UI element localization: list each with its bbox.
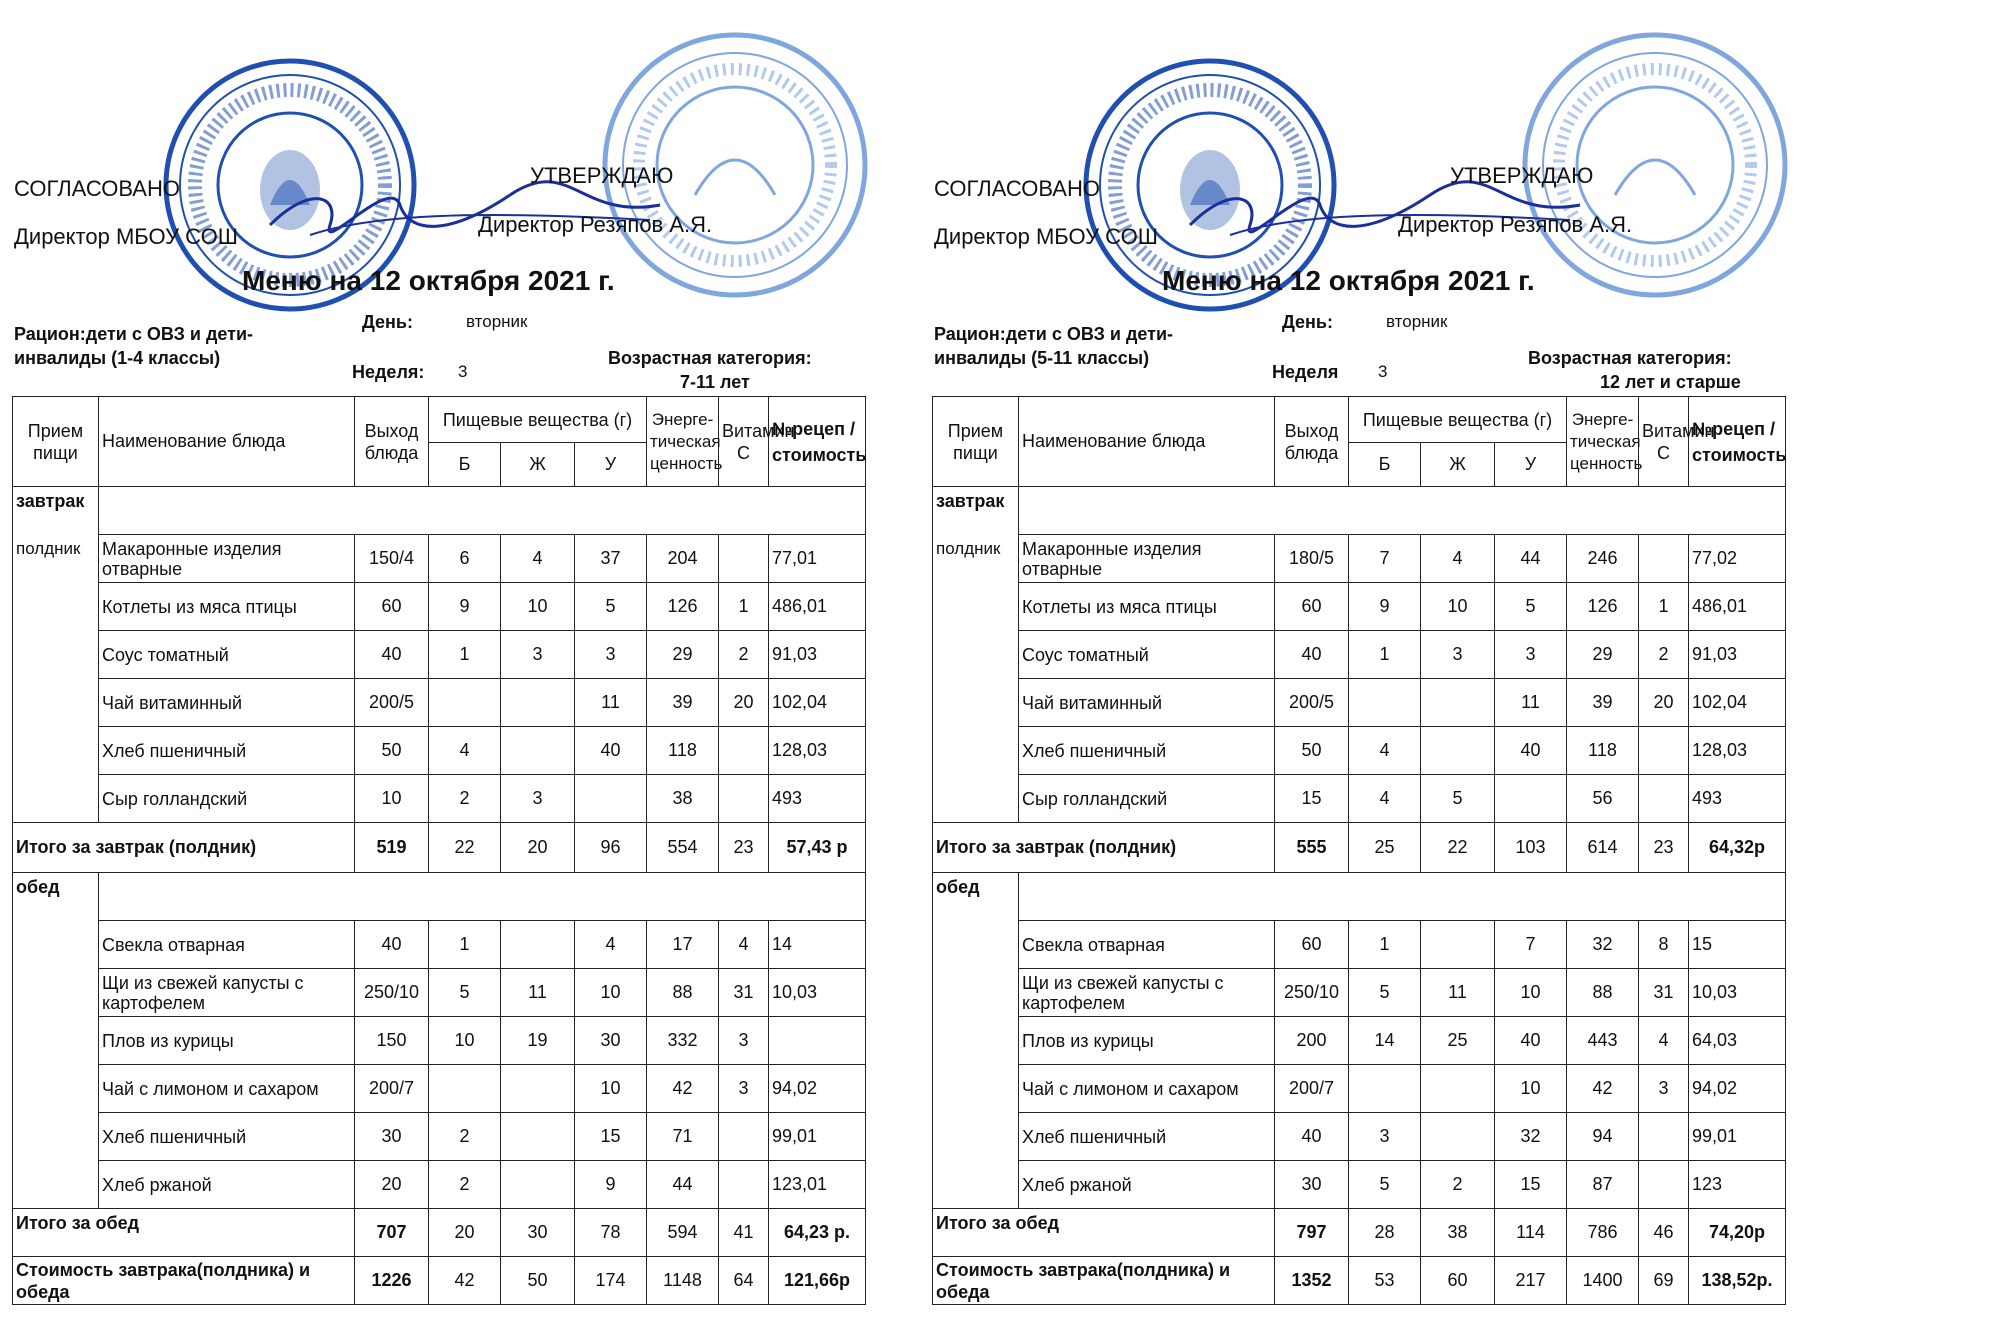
dish-name: Хлеб ржаной (99, 1161, 355, 1209)
col-header-output: Выход блюда (355, 397, 429, 487)
dish-recipe-cost: 128,03 (1689, 727, 1786, 775)
dish-row (13, 1065, 866, 1113)
col-header-energy: Энерге-тическая ценность (1567, 397, 1639, 487)
col-header-output: Выход блюда (1275, 397, 1349, 487)
dish-vitamin-c: 2 (719, 631, 769, 679)
dish-energy: 39 (1567, 679, 1639, 727)
dish-carbs (575, 775, 647, 823)
breakfast-cost: 57,43 р (769, 823, 866, 873)
dish-fat: 3 (501, 775, 575, 823)
lunch-label: обед (933, 873, 1019, 921)
dish-row (933, 1065, 1786, 1113)
lunch-total-row: Итого за обед 797 28 38 114 786 46 74,20р (933, 1209, 1786, 1257)
lunch-total-row: Итого за обед 707 20 30 78 594 41 64,23 р. (13, 1209, 866, 1257)
dish-output: 30 (1275, 1161, 1349, 1209)
dish-energy: 118 (1567, 727, 1639, 775)
dish-vitamin-c (719, 1113, 769, 1161)
dish-output: 250/10 (355, 969, 429, 1017)
dish-carbs: 40 (575, 727, 647, 775)
col-header-energy: Энерге-тическая ценность (647, 397, 719, 487)
dish-protein: 1 (429, 631, 501, 679)
dish-recipe-cost: 91,03 (1689, 631, 1786, 679)
dish-protein: 7 (1349, 535, 1421, 583)
dish-vitamin-c: 31 (1639, 969, 1689, 1017)
lunch-label: обед (13, 873, 99, 921)
dish-protein (429, 1065, 501, 1113)
ration-label: Рацион:дети с ОВЗ и дети-инвалиды (5-11 классы) (934, 324, 1174, 368)
dish-output: 200/5 (1275, 679, 1349, 727)
col-header-dish: Наименование блюда (99, 397, 355, 487)
dish-name: Хлеб пшеничный (99, 727, 355, 775)
grand-total-label: Стоимость завтрака(полдника) и обеда (13, 1257, 355, 1305)
dish-fat: 4 (1421, 535, 1495, 583)
dish-output: 150 (355, 1017, 429, 1065)
dish-vitamin-c: 4 (719, 921, 769, 969)
lunch-cost: 74,20р (1689, 1209, 1786, 1257)
dish-energy: 29 (1567, 631, 1639, 679)
dish-carbs: 10 (1495, 1065, 1567, 1113)
approve-label: УТВЕРЖДАЮ (530, 163, 674, 188)
ration-label: Рацион:дети с ОВЗ и дети-инвалиды (1-4 классы) (14, 324, 254, 368)
dish-name: Сыр голландский (1019, 775, 1275, 823)
day-value: вторник (1386, 312, 1448, 331)
day-label: День: (1282, 312, 1333, 332)
dish-recipe-cost: 99,01 (1689, 1113, 1786, 1161)
dish-protein: 3 (1349, 1113, 1421, 1161)
dish-output: 40 (1275, 1113, 1349, 1161)
breakfast-label: завтрак (933, 487, 1019, 535)
dish-name: Макаронные изделия отварные (99, 535, 355, 583)
dish-energy: 56 (1567, 775, 1639, 823)
dish-carbs: 32 (1495, 1113, 1567, 1161)
dish-energy: 126 (1567, 583, 1639, 631)
dish-recipe-cost: 486,01 (769, 583, 866, 631)
dish-carbs: 15 (575, 1113, 647, 1161)
col-header-b: Б (429, 443, 501, 487)
dish-row (13, 583, 866, 631)
dish-row (933, 1161, 1786, 1209)
dish-row (13, 921, 866, 969)
dish-row (933, 1017, 1786, 1065)
dish-energy: 29 (647, 631, 719, 679)
dish-protein: 5 (1349, 1161, 1421, 1209)
dish-name: Макаронные изделия отварные (1019, 535, 1275, 583)
dish-protein: 2 (429, 775, 501, 823)
col-header-vitamin: Витамин С (719, 397, 769, 487)
dish-fat: 11 (501, 969, 575, 1017)
dish-recipe-cost: 493 (769, 775, 866, 823)
col-header-recipe: №рецеп /стоимость (1689, 397, 1786, 487)
dish-protein: 5 (1349, 969, 1421, 1017)
dish-protein: 5 (429, 969, 501, 1017)
approve-label: УТВЕРЖДАЮ (1450, 163, 1594, 188)
dish-fat: 25 (1421, 1017, 1495, 1065)
col-header-u: У (575, 443, 647, 487)
dish-name: Чай витаминный (1019, 679, 1275, 727)
dish-name: Соус томатный (1019, 631, 1275, 679)
dish-recipe-cost: 123,01 (769, 1161, 866, 1209)
dish-output: 60 (1275, 921, 1349, 969)
dish-fat (501, 921, 575, 969)
dish-output: 180/5 (1275, 535, 1349, 583)
dish-output: 250/10 (1275, 969, 1349, 1017)
week-value: 3 (1378, 362, 1388, 381)
dish-name: Хлеб ржаной (1019, 1161, 1275, 1209)
dish-vitamin-c: 2 (1639, 631, 1689, 679)
dish-carbs: 4 (575, 921, 647, 969)
dish-energy: 94 (1567, 1113, 1639, 1161)
age-value: 7-11 лет (680, 372, 750, 392)
agreed-label: СОГЛАСОВАНО (14, 176, 180, 201)
lunch-section-row (933, 873, 1786, 921)
dish-carbs: 40 (1495, 727, 1567, 775)
snack-label: полдник (13, 535, 99, 583)
dish-energy: 42 (1567, 1065, 1639, 1113)
dish-fat: 3 (1421, 631, 1495, 679)
dish-energy: 32 (1567, 921, 1639, 969)
dish-vitamin-c: 4 (1639, 1017, 1689, 1065)
dish-carbs: 7 (1495, 921, 1567, 969)
dish-carbs: 37 (575, 535, 647, 583)
dish-energy: 126 (647, 583, 719, 631)
dish-fat: 5 (1421, 775, 1495, 823)
dish-protein: 4 (1349, 727, 1421, 775)
age-value: 12 лет и старше (1600, 372, 1741, 392)
dish-recipe-cost: 15 (1689, 921, 1786, 969)
col-header-vitamin: Витамин С (1639, 397, 1689, 487)
dish-fat (501, 679, 575, 727)
dish-recipe-cost: 10,03 (1689, 969, 1786, 1017)
breakfast-label: завтрак (13, 487, 99, 535)
dish-fat: 2 (1421, 1161, 1495, 1209)
agreed-signer: Директор МБОУ СОШ (934, 224, 1158, 249)
dish-output: 40 (355, 921, 429, 969)
dish-recipe-cost: 123 (1689, 1161, 1786, 1209)
menu-table (12, 396, 866, 1305)
dish-name: Хлеб пшеничный (1019, 727, 1275, 775)
dish-protein: 10 (429, 1017, 501, 1065)
dish-row (933, 969, 1786, 1017)
dish-recipe-cost: 486,01 (1689, 583, 1786, 631)
dish-energy: 44 (647, 1161, 719, 1209)
dish-vitamin-c: 3 (1639, 1065, 1689, 1113)
menu-title: Меню на 12 октября 2021 г. (242, 265, 615, 296)
dish-output: 200/5 (355, 679, 429, 727)
dish-carbs: 10 (575, 969, 647, 1017)
dish-name: Плов из курицы (1019, 1017, 1275, 1065)
grand-total-row: Стоимость завтрака(полдника) и обеда 1226 42 50 174 1148 64 121,66р (13, 1257, 866, 1305)
agreed-signer: Директор МБОУ СОШ (14, 224, 238, 249)
dish-carbs: 3 (575, 631, 647, 679)
dish-energy: 88 (1567, 969, 1639, 1017)
week-label: Неделя: (352, 362, 425, 382)
dish-recipe-cost (769, 1017, 866, 1065)
grand-total-label: Стоимость завтрака(полдника) и обеда (933, 1257, 1275, 1305)
dish-name: Щи из свежей капусты с картофелем (99, 969, 355, 1017)
dish-row (933, 775, 1786, 823)
dish-recipe-cost: 102,04 (769, 679, 866, 727)
dish-output: 200/7 (355, 1065, 429, 1113)
dish-protein (1349, 679, 1421, 727)
agreed-label: СОГЛАСОВАНО (934, 176, 1100, 201)
dish-row (13, 535, 866, 583)
dish-vitamin-c: 3 (719, 1065, 769, 1113)
dish-fat (1421, 1065, 1495, 1113)
age-label: Возрастная категория: (1528, 348, 1732, 368)
col-header-zh: Ж (1421, 443, 1495, 487)
dish-name: Котлеты из мяса птицы (99, 583, 355, 631)
lunch-cost: 64,23 р. (769, 1209, 866, 1257)
dish-row (933, 727, 1786, 775)
dish-name: Свекла отварная (99, 921, 355, 969)
breakfast-total-row: Итого за завтрак (полдник) 519 22 20 96 554 23 57,43 р (13, 823, 866, 873)
approve-signer: Директор Резяпов А.Я. (1398, 212, 1633, 237)
dish-output: 40 (355, 631, 429, 679)
dish-energy: 204 (647, 535, 719, 583)
dish-row (933, 679, 1786, 727)
col-header-nutrients: Пищевые вещества (г) (429, 397, 647, 443)
dish-vitamin-c: 8 (1639, 921, 1689, 969)
dish-name: Котлеты из мяса птицы (1019, 583, 1275, 631)
dish-carbs: 5 (575, 583, 647, 631)
col-header-b: Б (1349, 443, 1421, 487)
dish-vitamin-c: 1 (1639, 583, 1689, 631)
dish-protein: 1 (1349, 921, 1421, 969)
dish-vitamin-c: 20 (1639, 679, 1689, 727)
week-label: Неделя (1272, 362, 1339, 382)
dish-carbs: 15 (1495, 1161, 1567, 1209)
dish-vitamin-c: 3 (719, 1017, 769, 1065)
dish-protein: 4 (429, 727, 501, 775)
breakfast-cost: 64,32р (1689, 823, 1786, 873)
dish-name: Плов из курицы (99, 1017, 355, 1065)
col-header-nutrients: Пищевые вещества (г) (1349, 397, 1567, 443)
dish-name: Соус томатный (99, 631, 355, 679)
dish-recipe-cost: 128,03 (769, 727, 866, 775)
dish-fat (501, 1113, 575, 1161)
dish-row (13, 631, 866, 679)
breakfast-total-row: Итого за завтрак (полдник) 555 25 22 103 614 23 64,32р (933, 823, 1786, 873)
lunch-section-row (13, 873, 866, 921)
col-header-u: У (1495, 443, 1567, 487)
dish-fat (501, 1065, 575, 1113)
dish-output: 150/4 (355, 535, 429, 583)
dish-name: Хлеб пшеничный (99, 1113, 355, 1161)
dish-energy: 443 (1567, 1017, 1639, 1065)
dish-protein: 1 (429, 921, 501, 969)
dish-energy: 17 (647, 921, 719, 969)
grand-total-cost: 121,66р (769, 1257, 866, 1305)
dish-vitamin-c (719, 535, 769, 583)
dish-protein: 9 (429, 583, 501, 631)
day-label: День: (362, 312, 413, 332)
dish-output: 15 (1275, 775, 1349, 823)
col-header-recipe: №рецеп /стоимость (769, 397, 866, 487)
dish-fat: 19 (501, 1017, 575, 1065)
grand-total-cost: 138,52р. (1689, 1257, 1786, 1305)
lunch-total-label: Итого за обед (933, 1209, 1275, 1257)
dish-row (13, 679, 866, 727)
dish-energy: 332 (647, 1017, 719, 1065)
dish-energy: 118 (647, 727, 719, 775)
dish-protein: 2 (429, 1161, 501, 1209)
lunch-total-label: Итого за обед (13, 1209, 355, 1257)
grand-total-row: Стоимость завтрака(полдника) и обеда 1352 53 60 217 1400 69 138,52р. (933, 1257, 1786, 1305)
dish-carbs: 5 (1495, 583, 1567, 631)
dish-energy: 87 (1567, 1161, 1639, 1209)
dish-recipe-cost: 77,01 (769, 535, 866, 583)
dish-row (13, 727, 866, 775)
dish-vitamin-c (1639, 1161, 1689, 1209)
dish-output: 40 (1275, 631, 1349, 679)
dish-fat (501, 1161, 575, 1209)
dish-vitamin-c (1639, 535, 1689, 583)
dish-recipe-cost: 14 (769, 921, 866, 969)
dish-output: 20 (355, 1161, 429, 1209)
dish-energy: 42 (647, 1065, 719, 1113)
dish-protein: 14 (1349, 1017, 1421, 1065)
dish-name: Сыр голландский (99, 775, 355, 823)
dish-energy: 38 (647, 775, 719, 823)
dish-carbs (1495, 775, 1567, 823)
dish-fat (1421, 679, 1495, 727)
dish-recipe-cost: 64,03 (1689, 1017, 1786, 1065)
menu-title: Меню на 12 октября 2021 г. (1162, 265, 1535, 296)
dish-output: 50 (355, 727, 429, 775)
dish-vitamin-c (719, 727, 769, 775)
dish-protein: 9 (1349, 583, 1421, 631)
dish-output: 50 (1275, 727, 1349, 775)
day-value: вторник (466, 312, 528, 331)
dish-row (13, 1161, 866, 1209)
dish-fat: 3 (501, 631, 575, 679)
breakfast-section-row (13, 487, 866, 535)
dish-vitamin-c (1639, 1113, 1689, 1161)
dish-name: Свекла отварная (1019, 921, 1275, 969)
dish-fat (1421, 921, 1495, 969)
menu-page-5-11 (920, 0, 1860, 1342)
dish-output: 200/7 (1275, 1065, 1349, 1113)
dish-recipe-cost: 102,04 (1689, 679, 1786, 727)
dish-fat (501, 727, 575, 775)
dish-protein: 2 (429, 1113, 501, 1161)
dish-row (933, 921, 1786, 969)
dish-carbs: 10 (575, 1065, 647, 1113)
dish-recipe-cost: 10,03 (769, 969, 866, 1017)
dish-vitamin-c: 31 (719, 969, 769, 1017)
dish-fat (1421, 1113, 1495, 1161)
dish-energy: 39 (647, 679, 719, 727)
dish-energy: 246 (1567, 535, 1639, 583)
dish-output: 60 (1275, 583, 1349, 631)
dish-energy: 71 (647, 1113, 719, 1161)
dish-row (13, 969, 866, 1017)
dish-carbs: 11 (1495, 679, 1567, 727)
dish-carbs: 3 (1495, 631, 1567, 679)
week-value: 3 (458, 362, 468, 381)
breakfast-section-row (933, 487, 1786, 535)
dish-protein: 4 (1349, 775, 1421, 823)
dish-carbs: 40 (1495, 1017, 1567, 1065)
dish-fat: 10 (501, 583, 575, 631)
dish-protein: 6 (429, 535, 501, 583)
dish-row (933, 1113, 1786, 1161)
dish-vitamin-c (719, 1161, 769, 1209)
dish-protein: 1 (1349, 631, 1421, 679)
dish-energy: 88 (647, 969, 719, 1017)
snack-label: полдник (933, 535, 1019, 583)
col-header-dish: Наименование блюда (1019, 397, 1275, 487)
dish-carbs: 9 (575, 1161, 647, 1209)
dish-name: Чай витаминный (99, 679, 355, 727)
dish-output: 10 (355, 775, 429, 823)
dish-vitamin-c (1639, 775, 1689, 823)
dish-output: 200 (1275, 1017, 1349, 1065)
dish-vitamin-c: 1 (719, 583, 769, 631)
col-header-meal: Прием пищи (13, 397, 99, 487)
dish-recipe-cost: 91,03 (769, 631, 866, 679)
dish-name: Чай с лимоном и сахаром (1019, 1065, 1275, 1113)
col-header-zh: Ж (501, 443, 575, 487)
dish-recipe-cost: 99,01 (769, 1113, 866, 1161)
dish-vitamin-c (1639, 727, 1689, 775)
dish-recipe-cost: 77,02 (1689, 535, 1786, 583)
dish-row (13, 1113, 866, 1161)
dish-carbs: 10 (1495, 969, 1567, 1017)
dish-carbs: 11 (575, 679, 647, 727)
age-label: Возрастная категория: (608, 348, 812, 368)
dish-protein (429, 679, 501, 727)
dish-vitamin-c: 20 (719, 679, 769, 727)
menu-page-1-4 (0, 0, 940, 1342)
dish-vitamin-c (719, 775, 769, 823)
breakfast-total-label: Итого за завтрак (полдник) (13, 823, 355, 873)
dish-carbs: 44 (1495, 535, 1567, 583)
dish-name: Чай с лимоном и сахаром (99, 1065, 355, 1113)
dish-row (13, 775, 866, 823)
dish-row (933, 631, 1786, 679)
dish-recipe-cost: 493 (1689, 775, 1786, 823)
menu-table (932, 396, 1786, 1305)
dish-fat: 10 (1421, 583, 1495, 631)
dish-recipe-cost: 94,02 (1689, 1065, 1786, 1113)
dish-protein (1349, 1065, 1421, 1113)
dish-fat: 4 (501, 535, 575, 583)
dish-name: Хлеб пшеничный (1019, 1113, 1275, 1161)
dish-row (933, 583, 1786, 631)
dish-output: 30 (355, 1113, 429, 1161)
dish-row (13, 1017, 866, 1065)
dish-name: Щи из свежей капусты с картофелем (1019, 969, 1275, 1017)
dish-row (933, 535, 1786, 583)
col-header-meal: Прием пищи (933, 397, 1019, 487)
breakfast-total-label: Итого за завтрак (полдник) (933, 823, 1275, 873)
dish-fat (1421, 727, 1495, 775)
dish-fat: 11 (1421, 969, 1495, 1017)
approve-signer: Директор Резяпов А.Я. (478, 212, 713, 237)
dish-output: 60 (355, 583, 429, 631)
dish-recipe-cost: 94,02 (769, 1065, 866, 1113)
dish-carbs: 30 (575, 1017, 647, 1065)
